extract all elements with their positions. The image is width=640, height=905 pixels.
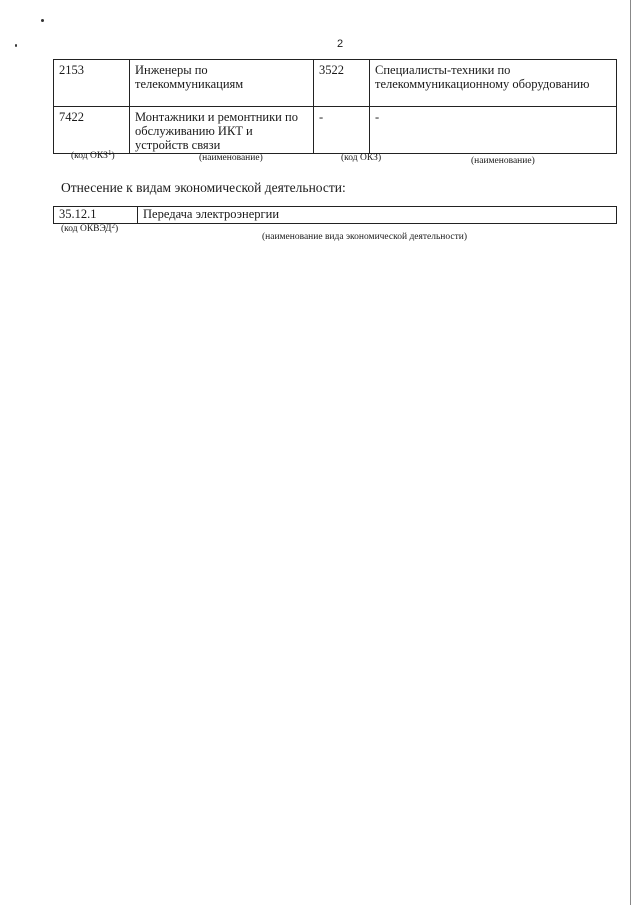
okved-code-cell: 35.12.1 (54, 207, 138, 224)
okz-name-caption: (наименование) (199, 153, 263, 163)
okved-name-caption: (наименование вида экономической деятельности) (262, 232, 467, 242)
scan-speck (41, 19, 44, 22)
okz-code-cell: 3522 (314, 60, 370, 107)
okz-code-cell: 2153 (54, 60, 130, 107)
okz-table (53, 59, 617, 154)
okz-name-cell: Монтажники и ремонтники по обслуживанию ИКТ и устройств связи (130, 107, 314, 154)
table-row (54, 107, 617, 154)
okz-name-cell: - (370, 107, 617, 154)
scan-edge-line (630, 0, 631, 905)
okved-code-caption: (код ОКВЭД$^2$) (61, 222, 119, 234)
table-row (54, 60, 617, 107)
okz-name-cell: Инженеры по телекоммуникациям (130, 60, 314, 107)
okved-caption-row (0, 224, 640, 240)
okz-name-caption-2: (наименование) (471, 156, 535, 166)
okved-name-cell: Передача электроэнергии (138, 207, 617, 224)
okz-code-cell: 7422 (54, 107, 130, 154)
okz-code-caption: (код ОКЗ$^1$) (71, 149, 115, 161)
okz-code-cell: - (314, 107, 370, 154)
okz-code-caption-2: (код ОКЗ) (341, 153, 382, 163)
okz-caption-row (0, 151, 640, 167)
section-title: Отнесение к видам экономической деятельности: (61, 180, 346, 195)
okz-name-cell: Специалисты-техники по телекоммуникационному оборудованию (370, 60, 617, 107)
okved-table (53, 206, 617, 224)
table-row (54, 207, 617, 224)
page-number: 2 (336, 38, 344, 50)
